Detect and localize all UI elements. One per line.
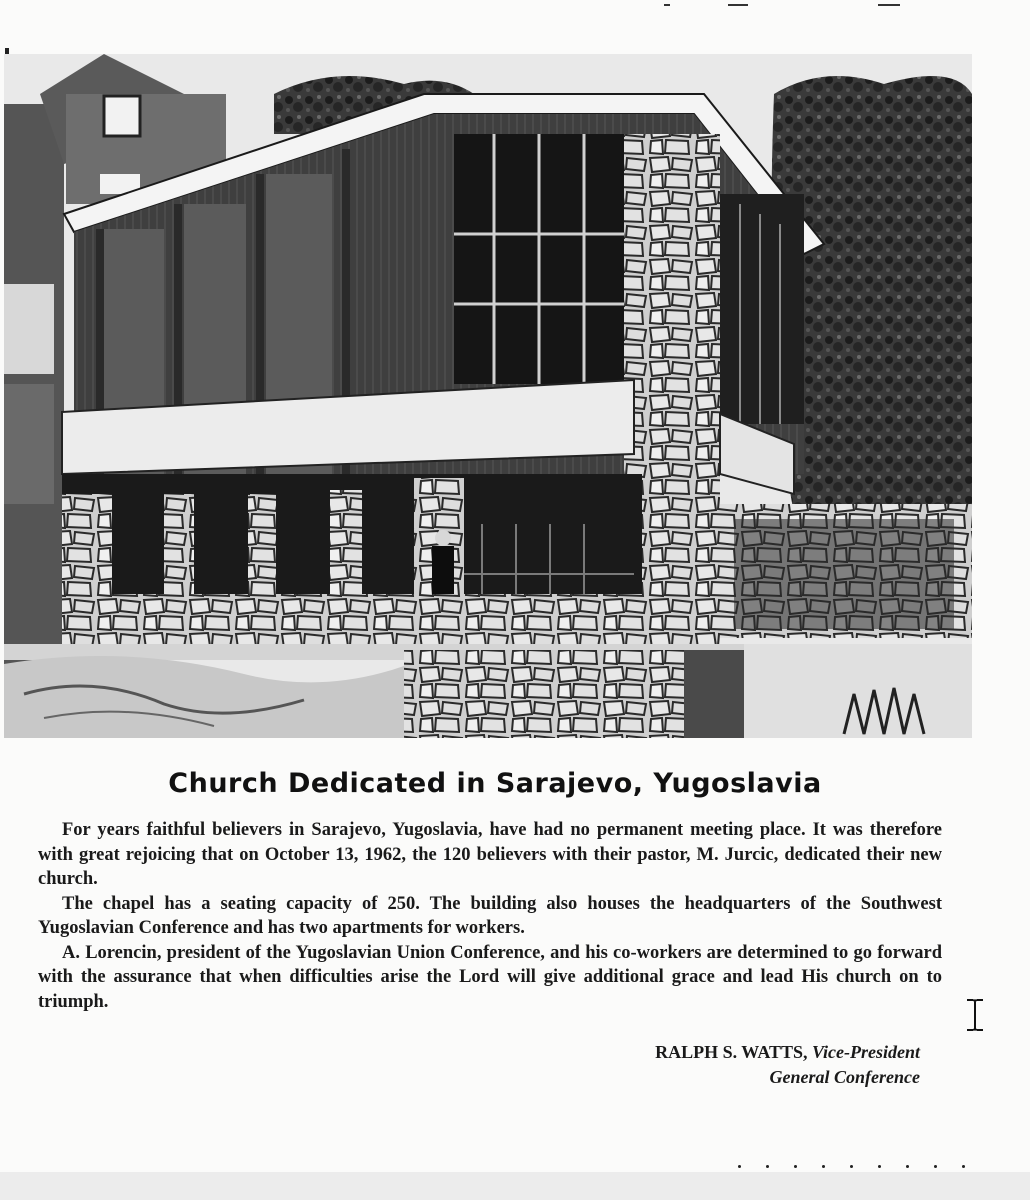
signature-organization-line	[440, 1065, 920, 1090]
signature-name: RALPH S. WATTS,	[655, 1042, 808, 1062]
article-paragraph: For years faithful believers in Sarajevo, Yugoslavia, have had no permanent meeting place. It was therefore with great rejoicing that on October 13, 1962, the 120 believers with their pastor, M. Jurcic, dedicated their new church.	[38, 820, 942, 889]
signature-line	[440, 1040, 920, 1065]
church-photo	[4, 54, 972, 738]
article-signature	[440, 1040, 920, 1090]
article-body	[38, 818, 942, 1014]
top-edge-marks	[0, 0, 1030, 20]
bottom-edge-marks	[738, 1160, 978, 1172]
signature-organization: General Conference	[769, 1067, 920, 1087]
signature-title: Vice-President	[812, 1042, 920, 1062]
article-paragraph: The chapel has a seating capacity of 250. The building also houses the headquarters of the Southwest Yugoslavian Conference and has two apartments for workers.	[38, 893, 942, 938]
article-paragraph: A. Lorencin, president of the Yugoslavian Union Conference, and his co-workers are determined to go forward with the assurance that when difficulties arise the Lord will give additional grace and lead His church on to triumph.	[38, 942, 942, 1012]
viewer-bottom-band	[0, 1172, 1030, 1200]
text-cursor-icon	[964, 998, 986, 1032]
article-headline: Church Dedicated in Sarajevo, Yugoslavia	[168, 768, 822, 799]
